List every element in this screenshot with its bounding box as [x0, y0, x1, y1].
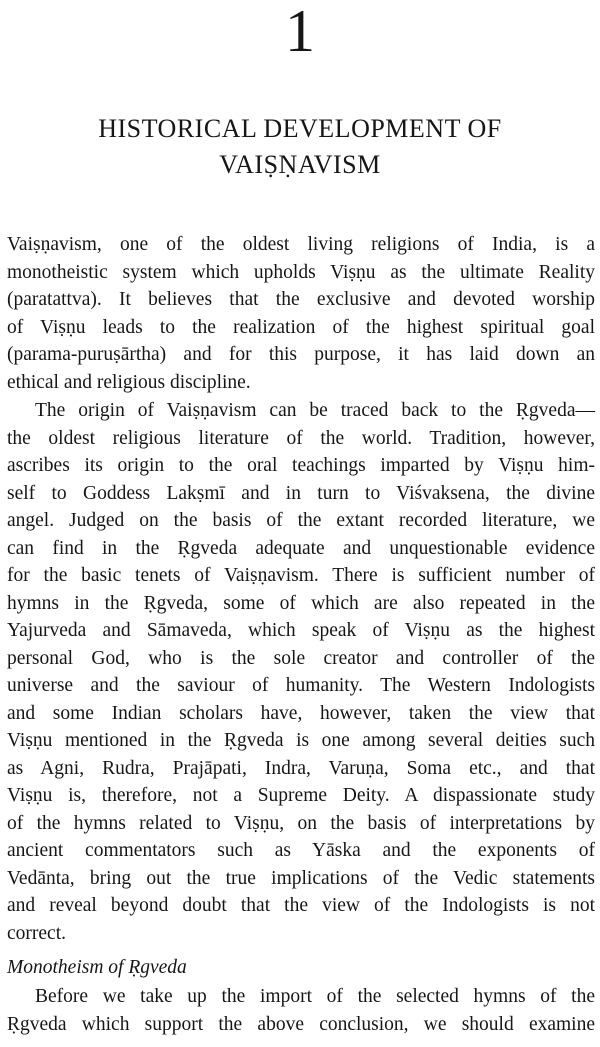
text-line: universe and the saviour of humanity. The Western Indologists: [7, 675, 595, 696]
paragraph-introduction: [7, 231, 595, 396]
chapter-title: [0, 111, 600, 183]
text-line: ascribes its origin to the oral teachings imparted by Viṣṇu him-: [7, 455, 595, 476]
text-line: can find in the Ṛgveda adequate and unquestionable evidence: [7, 537, 595, 559]
paragraph-origin: [7, 397, 595, 947]
text-line: self to Goddess Lakṣmī and in turn to Viśvaksena, the divine: [7, 482, 595, 504]
paragraph-monotheism: [7, 983, 595, 1038]
text-line: of the hymns related to Viṣṇu, on the basis of interpretations by: [7, 812, 595, 834]
text-line: (paratattva). It believes that the exclusive and devoted worship: [7, 289, 595, 310]
text-line: personal God, who is the sole creator and controller of the: [7, 647, 595, 669]
text-line: as Agni, Rudra, Prajāpati, Indra, Varuṇa, Soma etc., and that: [7, 757, 595, 779]
text-line: Viṣṇu is, therefore, not a Supreme Deity. A dispassionate study: [7, 785, 595, 806]
section-heading: Monotheism of Ṛgveda: [7, 957, 187, 978]
text-line: The origin of Vaiṣṇavism can be traced back to the Ṛgveda—: [35, 400, 595, 421]
text-line: of Viṣṇu leads to the realization of the highest spiritual goal: [7, 316, 595, 338]
text-line: (parama-puruṣārtha) and for this purpose, it has laid down an: [7, 344, 595, 365]
text-line: Before we take up the import of the selected hymns of the: [35, 986, 595, 1007]
text-line: ancient commentators such as Yāska and the exponents of: [7, 840, 595, 861]
text-line: and some Indian scholars have, however, taken the view that: [7, 702, 595, 724]
text-line: correct.: [7, 922, 66, 944]
text-line: Vedānta, bring out the true implications of the Vedic statements: [7, 867, 595, 889]
text-line: Ṛgveda which support the above conclusion, we should examine: [7, 1013, 595, 1035]
text-line: hymns in the Ṛgveda, some of which are also repeated in the: [7, 592, 595, 614]
chapter-title-line-2: VAIṢṆAVISM: [219, 150, 381, 179]
text-line: Viṣṇu mentioned in the Ṛgveda is one among several deities such: [7, 730, 595, 751]
text-line: angel. Judged on the basis of the extant recorded literature, we: [7, 510, 595, 531]
text-line: Yajurveda and Sāmaveda, which speak of Viṣṇu as the highest: [7, 620, 595, 641]
text-line: the oldest religious literature of the world. Tradition, however,: [7, 427, 595, 449]
text-line: and reveal beyond doubt that the view of the Indologists is not: [7, 895, 595, 916]
chapter-number: 1: [285, 0, 315, 64]
text-line: Vaiṣṇavism, one of the oldest living religions of India, is a: [7, 234, 595, 255]
text-line: monotheistic system which upholds Viṣṇu as the ultimate Reality: [7, 261, 595, 283]
chapter-title-line-1: HISTORICAL DEVELOPMENT OF: [98, 114, 502, 143]
text-line: ethical and religious discipline.: [7, 371, 251, 393]
text-line: for the basic tenets of Vaiṣṇavism. There is sufficient number of: [7, 565, 595, 586]
